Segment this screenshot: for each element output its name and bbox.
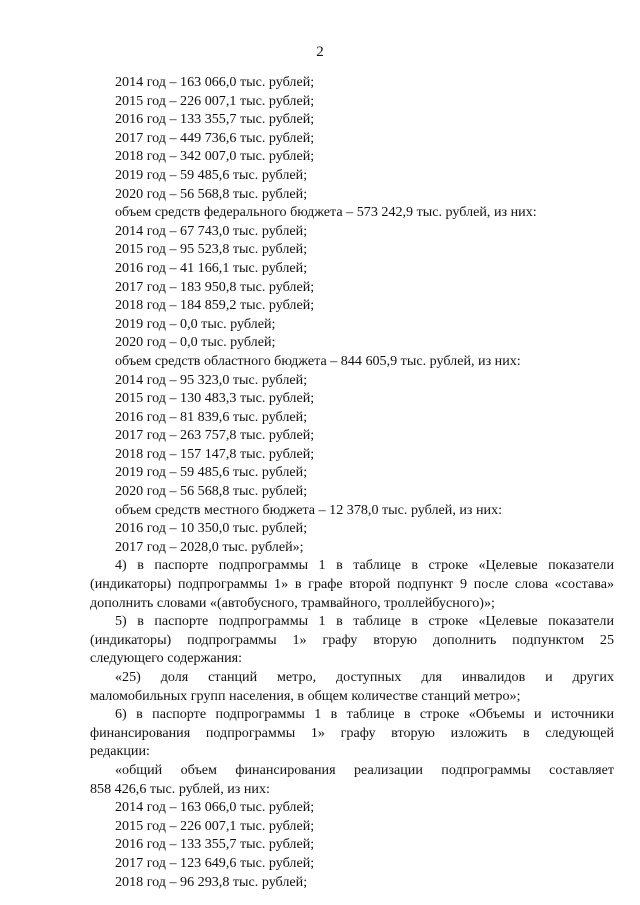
text-line: 2018 год – 96 293,8 тыс. рублей; [115, 873, 308, 890]
text-line: 2016 год – 133 355,7 тыс. рублей; [115, 111, 315, 128]
text-line: 2017 год – 123 649,6 тыс. рублей; [115, 854, 315, 871]
text-line: объем средств федерального бюджета – 573 242,9 тыс. рублей, из них: [115, 204, 537, 221]
text-line: 2017 год – 263 757,8 тыс. рублей; [115, 427, 315, 444]
text-line: 2015 год – 226 007,1 тыс. рублей; [115, 92, 315, 109]
text-line: «общий объем финансирования реализации подпрограммы составляет [115, 761, 614, 778]
text-line: 2020 год – 56 568,8 тыс. рублей; [115, 185, 308, 202]
text-line: 2019 год – 59 485,6 тыс. рублей; [115, 166, 308, 183]
text-line: 2016 год – 81 839,6 тыс. рублей; [115, 408, 308, 425]
text-line: 2017 год – 2028,0 тыс. рублей»; [115, 538, 304, 555]
text-line: (индикаторы) подпрограммы 1» в графе второй подпункт 9 после слова «состава» [90, 576, 614, 593]
text-line: «25) доля станций метро, доступных для инвалидов и других [115, 669, 614, 685]
text-line: 2014 год – 163 066,0 тыс. рублей; [115, 799, 315, 816]
text-line: 2019 год – 59 485,6 тыс. рублей; [115, 464, 308, 481]
text-line: 2016 год – 10 350,0 тыс. рублей; [115, 520, 308, 537]
text-line: следующего содержания: [90, 650, 243, 667]
text-line: 2016 год – 133 355,7 тыс. рублей; [115, 836, 315, 853]
text-line: 2015 год – 130 483,3 тыс. рублей; [115, 390, 315, 407]
text-line: 2015 год – 226 007,1 тыс. рублей; [115, 817, 315, 834]
text-line: 2014 год – 95 323,0 тыс. рублей; [115, 371, 308, 388]
text-line: 2016 год – 41 166,1 тыс. рублей; [115, 259, 308, 276]
page-number: 2 [316, 44, 324, 60]
text-line: объем средств областного бюджета – 844 605,9 тыс. рублей, из них: [115, 352, 521, 369]
text-line: 2018 год – 342 007,0 тыс. рублей; [115, 148, 315, 165]
document-body [90, 73, 614, 891]
text-line: 858 426,6 тыс. рублей, из них: [90, 780, 270, 797]
text-line: 2017 год – 449 736,6 тыс. рублей; [115, 129, 315, 146]
text-line: 4) в паспорте подпрограммы 1 в таблице в строке «Целевые показатели [115, 557, 614, 574]
text-line: финансирования подпрограммы 1» графу вторую изложить в следующей [90, 724, 614, 741]
text-line: маломобильных групп населения, в общем количестве станций метро»; [90, 687, 521, 704]
text-line: 2014 год – 163 066,0 тыс. рублей; [115, 74, 315, 90]
text-line: объем средств местного бюджета – 12 378,0 тыс. рублей, из них: [115, 501, 503, 518]
text-line: 5) в паспорте подпрограммы 1 в таблице в строке «Целевые показатели [115, 613, 614, 630]
text-line: 2020 год – 0,0 тыс. рублей; [115, 334, 276, 351]
text-line: (индикаторы) подпрограммы 1» графу вторую дополнить подпунктом 25 [90, 631, 614, 648]
text-line: 2020 год – 56 568,8 тыс. рублей; [115, 483, 308, 500]
text-line: 2014 год – 67 743,0 тыс. рублей; [115, 222, 308, 239]
text-line: 2017 год – 183 950,8 тыс. рублей; [115, 278, 315, 295]
text-line: редакции: [90, 743, 150, 760]
text-line: 2019 год – 0,0 тыс. рублей; [115, 315, 276, 332]
text-line: 2018 год – 184 859,2 тыс. рублей; [115, 297, 315, 314]
text-line: 2015 год – 95 523,8 тыс. рублей; [115, 241, 308, 258]
text-line: 2018 год – 157 147,8 тыс. рублей; [115, 445, 315, 462]
text-line: дополнить словами «(автобусного, трамвайного, троллейбусного)»; [90, 594, 495, 611]
text-line: 6) в паспорте подпрограммы 1 в таблице в строке «Объемы и источники [115, 706, 614, 723]
